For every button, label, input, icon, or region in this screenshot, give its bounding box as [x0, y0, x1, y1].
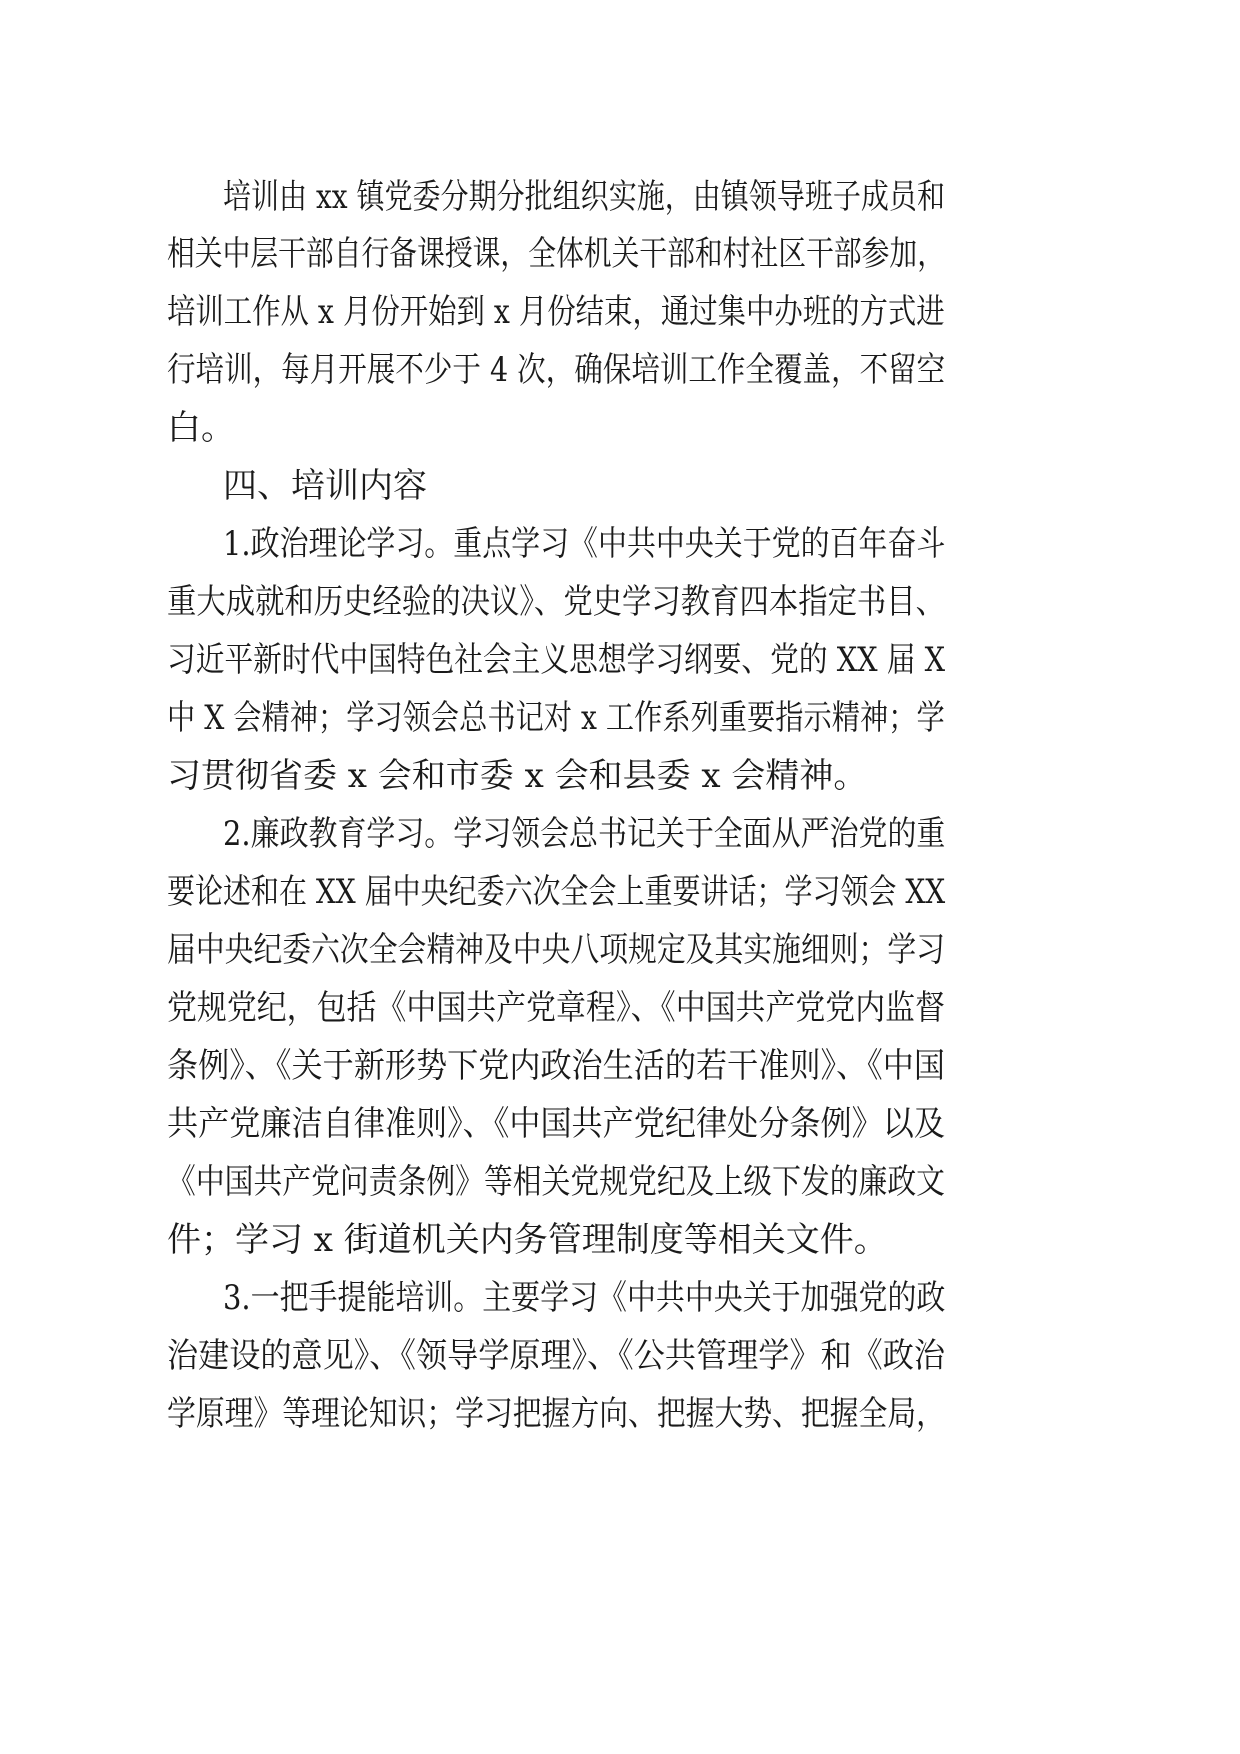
text-line: 党规党纪，包括《中国共产党章程》、《中国共产党党内监督 [167, 988, 945, 1028]
section-heading: 四、培训内容 [223, 466, 427, 506]
text-line: 重大成就和历史经验的决议》、党史学习教育四本指定书目、 [167, 582, 945, 622]
text-line: 相关中层干部自行备课授课，全体机关干部和村社区干部参加， [167, 234, 945, 274]
text-line: 治建设的意见》、《领导学原理》、《公共管理学》和《政治 [167, 1336, 945, 1376]
text-line: 2.廉政教育学习。学习领会总书记关于全面从严治党的重 [223, 814, 946, 854]
text-line: 学原理》等理论知识；学习把握方向、把握大势、把握全局， [167, 1394, 945, 1434]
text-line: 培训由 xx 镇党委分期分批组织实施，由镇领导班子成员和 [223, 177, 945, 217]
text-line: 1.政治理论学习。重点学习《中共中央关于党的百年奋斗 [223, 524, 946, 564]
text-line: 习贯彻省委 x 会和市委 x 会和县委 x 会精神。 [167, 756, 868, 796]
text-line: 培训工作从 x 月份开始到 x 月份结束，通过集中办班的方式进 [167, 292, 945, 332]
text-line: 3.一把手提能培训。主要学习《中共中央关于加强党的政 [223, 1278, 946, 1318]
text-line: 条例》、《关于新形势下党内政治生活的若干准则》、《中国 [167, 1046, 945, 1086]
text-line: 要论述和在 XX 届中央纪委六次全会上重要讲话；学习领会 XX [167, 872, 946, 912]
text-line: 行培训，每月开展不少于 4 次，确保培训工作全覆盖，不留空 [167, 350, 946, 390]
text-line: 届中央纪委六次全会精神及中央八项规定及其实施细则；学习 [167, 930, 945, 970]
text-line: 习近平新时代中国特色社会主义思想学习纲要、党的 XX 届 X [167, 640, 946, 680]
text-line: 件；学习 x 街道机关内务管理制度等相关文件。 [167, 1220, 888, 1260]
text-line: 共产党廉洁自律准则》、《中国共产党纪律处分条例》以及 [167, 1104, 945, 1144]
text-line: 中 X 会精神；学习领会总书记对 x 工作系列重要指示精神；学 [167, 698, 945, 738]
text-line: 白。 [167, 408, 235, 448]
text-line: 《中国共产党问责条例》等相关党规党纪及上级下发的廉政文 [167, 1162, 945, 1202]
